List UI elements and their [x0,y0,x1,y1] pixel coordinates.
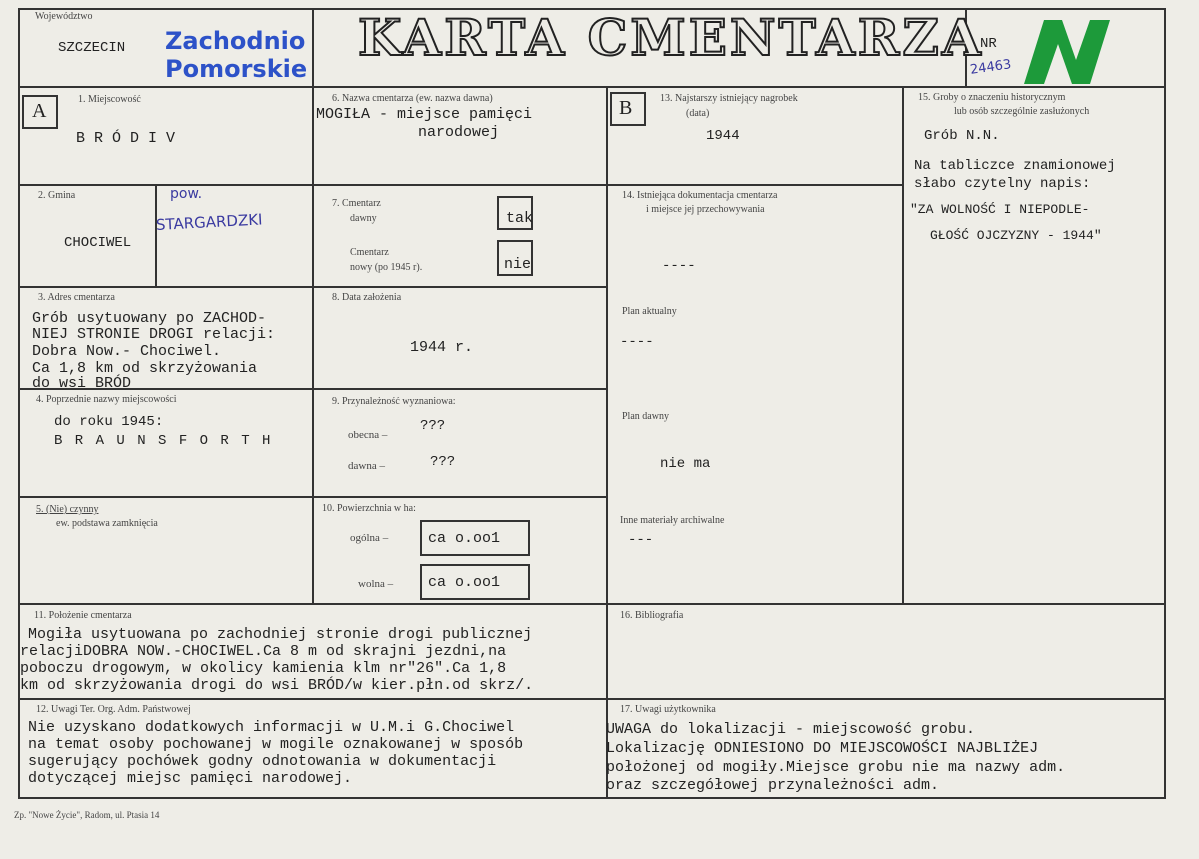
f1-label: 1. Miejscowość [78,94,141,105]
section-b-letter: B [619,97,633,119]
f11-label: 11. Położenie cmentarza [34,610,132,621]
f2-handwritten-pow: pow. [170,186,203,202]
rule-mid [18,603,1166,605]
f11-line-3: poboczu drogowym, w okolicy kamienia klm nr"26".Ca 1,8 [20,660,507,677]
f7-cmentarz-2: Cmentarz [350,247,389,258]
wojewodztwo-label: Województwo [35,11,93,22]
f7-label: 7. Cmentarz [332,198,381,209]
f13-label: 13. Najstarszy istniejący nagrobek [660,93,798,104]
f8-value: 1944 r. [410,339,474,356]
f14-sub: i miejsce jej przechowywania [646,204,765,215]
f10-label: 10. Powierzchnia w ha: [322,503,416,514]
f4-line-2: B R A U N S F O R T H [54,433,273,449]
f16-label: 16. Bibliografia [620,610,684,621]
page-title: KARTA CMENTARZA [358,8,984,67]
f15-line-5: GŁOŚĆ OJCZYZNY - 1944" [930,228,1102,243]
f7-tak: tak [506,210,534,227]
f15-line-3: słabo czytelny napis: [914,176,1091,192]
f11-line-4: km od skrzyżowania drogi do wsi BRÓD/w kier.płn.od skrz/. [20,677,534,694]
f17-line-3: położonej od mogiły.Miejsce grobu nie ma nazwy adm. [606,759,1066,776]
f13-sub: (data) [686,108,710,119]
inne-label: Inne materiały archiwalne [620,515,725,526]
f15-label-2: lub osób szczególnie zasłużonych [954,106,1090,117]
f15-label-1: 15. Groby o znaczeniu historycznym [918,92,1066,103]
f3-line-1: Grób usytuowany po ZACHOD- [32,310,267,327]
f15-line-4: "ZA WOLNOŚĆ I NIEPODLE- [910,202,1090,217]
region-stamp-line2: Pomorskie [165,55,308,83]
f2-handwritten-county: STARGARDZKI [155,210,263,234]
plan-aktualny-label: Plan aktualny [622,306,677,317]
f11-line-1: Mogiła usytuowana po zachodniej stronie drogi publicznej [28,626,533,643]
f17-line-1: UWAGA do lokalizacji - miejscowość grobu. [606,721,976,738]
rule-lower [18,698,1166,700]
f12-line-2: na temat osoby pochowanej w mogile oznakowanej w sposób [28,736,524,753]
rule-col3 [902,86,904,603]
nr-handwritten: 24463 [969,57,1013,78]
nr-stamp [1018,14,1128,90]
nr-label: NR [980,36,997,52]
plan-dawny-label: Plan dawny [622,411,669,422]
section-a-letter: A [32,100,47,122]
f12-line-3: sugerujący pochówek godny odnotowania w dokumentacji [28,753,497,770]
rule-bottom [18,797,1166,799]
plan-dawny-value: nie ma [660,456,711,472]
f12-label: 12. Uwagi Ter. Org. Adm. Państwowej [36,704,191,715]
f9-dawna-value: ??? [430,454,456,470]
f1-value: B R Ó D I V [76,130,176,147]
f4-line-1: do roku 1945: [54,414,164,430]
f11-line-2: relacjiDOBRA NOW.-CHOCIWEL.Ca 8 m od skrajni jezdni,na [20,643,507,660]
printer-footer: Zp. "Nowe Życie", Radom, ul. Ptasia 14 [14,810,160,820]
f10-wolna-label: wolna – [358,578,394,590]
f17-line-4: oraz szczegółowej przynależności adm. [606,777,940,794]
wojewodztwo-value: SZCZECIN [58,40,126,56]
f9-label: 9. Przynależność wyznaniowa: [332,396,456,407]
f17-label: 17. Uwagi użytkownika [620,704,716,715]
f7-nowy: nowy (po 1945 r). [350,262,423,273]
f13-value: 1944 [706,128,740,144]
f7-nie: nie [504,256,532,273]
f6-line-1: MOGIŁA - miejsce pamięci [316,106,533,123]
f10-ogolna-label: ogólna – [350,532,389,544]
f12-line-4: dotyczącej miejsc pamięci narodowej. [28,770,353,787]
f3-line-3: Dobra Now.- Chociwel. [32,343,222,360]
rule-gmina [155,184,157,286]
rule-a1 [18,184,312,186]
f15-line-1: Grób N.N. [924,128,1000,144]
f2-value: CHOCIWEL [64,235,132,251]
f15-line-2: Na tabliczce znamionowej [914,158,1116,174]
plan-aktualny-value: ---- [620,334,654,350]
f3-line-5: do wsi BRÓD [32,375,132,392]
f3-line-4: Ca 1,8 km od skrzyżowania [32,360,258,377]
rule-header-bottom [18,86,1166,88]
region-stamp-line1: Zachodnio [165,27,306,55]
inne-value: --- [628,532,654,548]
rule-right [1164,8,1166,799]
f14-label: 14. Istniejąca dokumentacja cmentarza [622,190,778,201]
f14-value: ---- [662,258,696,274]
f9-obecna-value: ??? [420,418,446,434]
f5-sub: ew. podstawa zamknięcia [56,518,158,529]
f6-label: 6. Nazwa cmentarza (ew. nazwa dawna) [332,93,493,104]
f10-ogolna-value: ca o.oo1 [428,530,501,547]
f3-line-2: NIEJ STRONIE DROGI relacji: [32,326,276,343]
f6-line-2: narodowej [418,124,500,141]
f8-label: 8. Data założenia [332,292,402,303]
f5-label: 5. (Nie) czynny [36,504,99,515]
f7-dawny: dawny [350,213,377,224]
f10-wolna-value: ca o.oo1 [428,574,501,591]
f9-dawna-label: dawna – [348,460,385,472]
f3-label: 3. Adres cmentarza [38,292,115,303]
rule-col2 [606,86,608,797]
rule-col1 [312,8,314,603]
f9-obecna-label: obecna – [348,429,388,441]
rule-m1 [312,184,904,186]
f2-label: 2. Gmina [38,190,76,201]
f17-line-2: Lokalizację ODNIESIONO DO MIEJSCOWOŚCI NAJBLIŻEJ [606,740,1039,757]
f4-label: 4. Poprzednie nazwy miejscowości [36,394,177,405]
n-stamp-icon [1018,14,1128,90]
f12-line-1: Nie uzyskano dodatkowych informacji w U.M.i G.Chociwel [28,719,515,736]
